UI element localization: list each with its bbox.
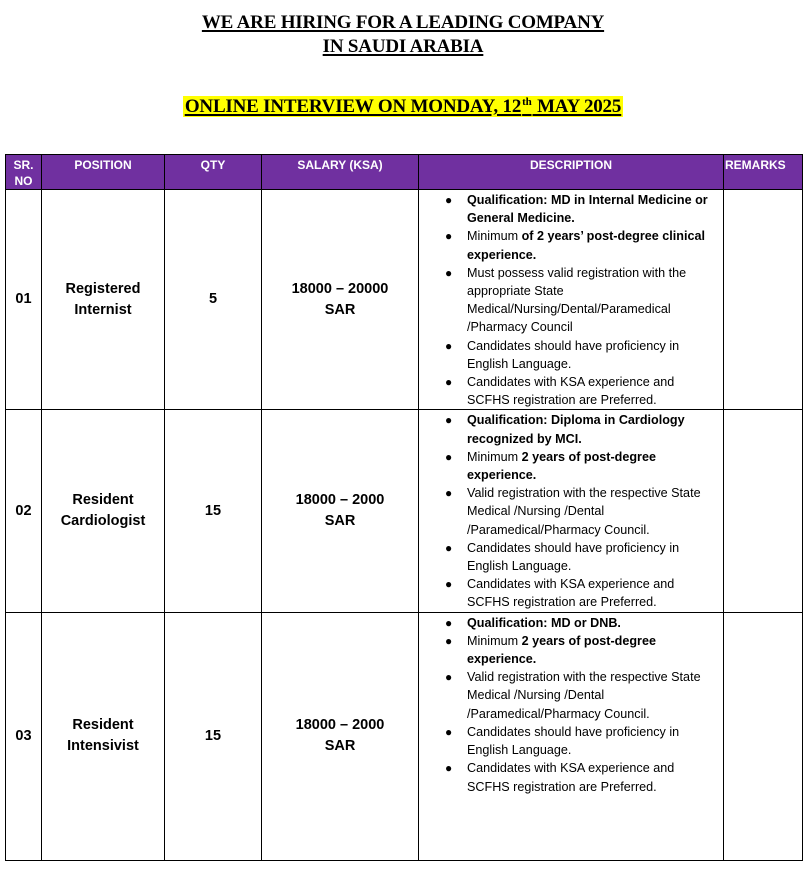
bullet-icon: ● — [445, 193, 453, 207]
bullet-icon: ● — [445, 375, 453, 390]
column-header-sr-no: SR. NO — [6, 155, 42, 190]
sr-no-cell: 02 — [6, 410, 42, 612]
salary-cell: 18000 – 2000 SAR — [262, 612, 419, 860]
description-list — [419, 191, 723, 409]
interview-date-banner — [0, 96, 806, 118]
column-header-qty: QTY — [165, 155, 262, 190]
description-cell — [419, 612, 724, 860]
description-item: ● Candidates with KSA experience and SCFHS registration are Preferred. — [445, 375, 675, 408]
bullet-icon: ● — [445, 577, 453, 592]
column-header-salary: SALARY (KSA) — [262, 155, 419, 190]
bullet-icon: ● — [445, 724, 453, 739]
remarks-cell — [724, 612, 803, 860]
remarks-cell — [724, 190, 803, 410]
description-item: ● Minimum 2 years of post-degree experience. — [445, 449, 656, 483]
page-title-line2: IN SAUDI ARABIA — [322, 36, 484, 57]
description-item: ● Candidates with KSA experience and SCFHS registration are Preferred. — [445, 761, 675, 794]
sr-no-cell: 01 — [6, 190, 42, 410]
description-item: ● Valid registration with the respective State Medical /Nursing /Dental /Paramedical/Pharmacy Council. — [445, 486, 701, 537]
qty-cell: 15 — [165, 612, 262, 860]
description-item: ● Minimum 2 years of post-degree experience. — [445, 633, 656, 667]
position-cell: Resident Cardiologist — [42, 410, 165, 612]
position-cell: Resident Intensivist — [42, 612, 165, 860]
bullet-icon: ● — [445, 486, 453, 501]
description-list — [419, 411, 723, 611]
description-item: ● Qualification: Diploma in Cardiology recognized by MCI. — [445, 413, 685, 446]
bullet-icon: ● — [445, 413, 453, 428]
bullet-icon: ● — [445, 670, 453, 685]
table-row — [6, 612, 803, 860]
sr-no-cell: 03 — [6, 612, 42, 860]
bullet-icon: ● — [445, 633, 453, 648]
column-header-remarks: REMARKS — [724, 155, 803, 190]
description-item: ● Candidates should have proficiency in English Language. — [445, 540, 680, 574]
bullet-icon: ● — [445, 338, 453, 353]
table-row — [6, 410, 803, 612]
description-item: ● Must possess valid registration with the appropriate State Medical/Nursing/Dental/Paramedical /Pharmacy Council — [445, 265, 687, 335]
page-title-line1: WE ARE HIRING FOR A LEADING COMPANY — [201, 12, 605, 33]
description-cell — [419, 190, 724, 410]
description-item: ● Candidates with KSA experience and SCFHS registration are Preferred. — [445, 577, 675, 610]
salary-cell: 18000 – 20000 SAR — [262, 190, 419, 410]
table-row — [6, 190, 803, 410]
qty-cell: 15 — [165, 410, 262, 612]
table-header-row — [6, 155, 803, 190]
column-header-position: POSITION — [42, 155, 165, 190]
description-item: ● Qualification: MD or DNB. — [467, 614, 719, 632]
position-cell: Registered Internist — [42, 190, 165, 410]
interview-date-highlight: ONLINE INTERVIEW ON MONDAY, 12th MAY 2025 — [184, 96, 622, 117]
description-item: ● Candidates should have proficiency in English Language. — [445, 724, 680, 758]
bullet-icon: ● — [445, 540, 453, 555]
column-header-description: DESCRIPTION — [419, 155, 724, 190]
bullet-icon: ● — [445, 229, 453, 244]
qty-cell: 5 — [165, 190, 262, 410]
description-item: ● Qualification: MD in Internal Medicine or General Medicine. — [445, 193, 708, 226]
bullet-icon: ● — [445, 615, 453, 630]
description-item: ● Valid registration with the respective State Medical /Nursing /Dental /Paramedical/Pharmacy Council. — [445, 670, 701, 721]
job-openings-table — [5, 154, 803, 861]
bullet-icon: ● — [445, 761, 453, 776]
bullet-icon: ● — [445, 449, 453, 464]
description-item: ● Candidates should have proficiency in English Language. — [445, 338, 680, 371]
description-cell — [419, 410, 724, 612]
description-item: ● Minimum of 2 years’ post-degree clinical experience. — [445, 229, 705, 262]
remarks-cell — [724, 410, 803, 612]
description-list — [419, 614, 723, 796]
bullet-icon: ● — [445, 265, 453, 280]
salary-cell: 18000 – 2000 SAR — [262, 410, 419, 612]
